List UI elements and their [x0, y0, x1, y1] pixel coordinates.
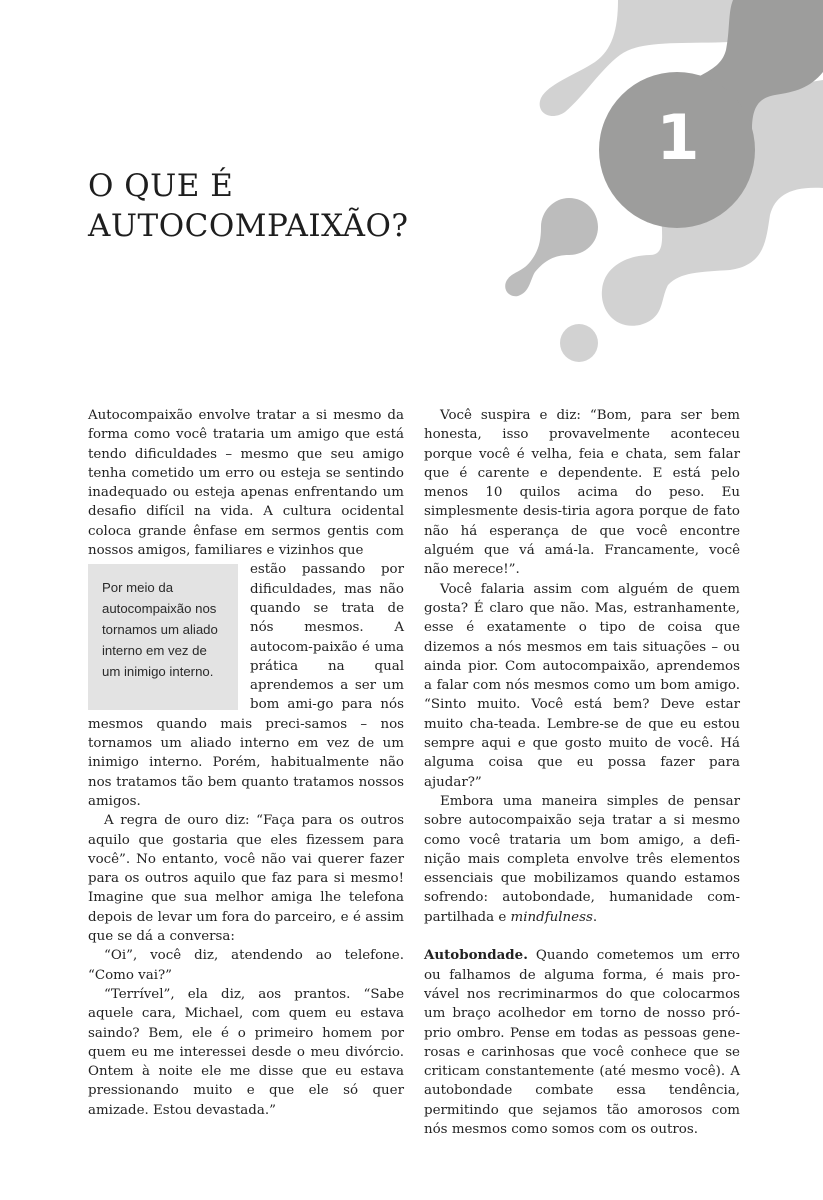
paragraph-dialogue-1: “Oi”, você diz, atendendo ao telefone. “Como vai?”: [88, 948, 404, 983]
blob-mid-drop: [505, 198, 598, 296]
term-mindfulness: mindfulness: [510, 909, 593, 925]
paragraph-intro: Autocompaixão envolve tratar a si mesmo da forma como você trataria um amigo que está tendo dificuldades – mesmo que seu amigo tenha cometido um erro ou esteja se sentindo inadequado ou esteja apenas enfrentando um desafio difícil na vida. A cultura ocidental coloca grande ênfase em sermos gentis com nossos amigos, familiares e vizinhos que: [88, 408, 404, 559]
paragraph-dialogue-3: Você suspira e diz: “Bom, para ser bem honesta, isso provavelmente aconteceu porque você é velha, feia e chata, sem falar que é carente e dependente. E está pelo menos 10 quilos acima do peso. Eu simplesmente desis-tiria agora porque de fato não há esperança de que você encontre alguém que vá amá-la. Francamente, você não merece!”.: [424, 408, 740, 578]
pull-quote-callout: Por meio da autocompaixão nos tornamos um aliado interno em vez de um inimigo interno.: [88, 564, 238, 710]
section-lead-autobondade: Autobondade.: [424, 947, 528, 964]
chapter-number: 1: [656, 101, 700, 174]
paragraph-three-elements: [424, 792, 740, 927]
right-column: [424, 406, 740, 1139]
paragraph-self-kindness: [424, 946, 740, 1139]
chapter-title-line2: AUTOCOMPAIXÃO?: [88, 208, 409, 244]
self-kindness-text: Quando cometemos um erro ou falhamos de alguma forma, é mais pro-vável nos recriminarmos do que colocarmos um braço acolhedor em torno de nosso pró-prio ombro. Pense em todas as pessoas gene-rosas e carinhosas que você conhece que se criticam constantemente (até mesmo você). A autobondade combate essa tendência, permitindo que sejamos tão amorosos com nós mesmos como somos com os outros.: [424, 948, 740, 1137]
paragraph-golden-rule: A regra de ouro diz: “Faça para os outros aquilo que gostaria que eles fizessem para você”. No entanto, você não vai querer fazer para os outros aquilo que faz para si mesmo! Imagine que sua melhor amiga lhe telefona depois de levar um fora do parceiro, e é assim que se dá a conversa:: [88, 813, 404, 945]
three-elements-text: Embora uma maneira simples de pensar sobre autocompaixão seja tratar a si mesmo como você trataria um bom amigo, a defi-nição mais completa envolve três elementos essenciais que mobilizamos quando estamos sofrendo: autobondade, humanidade com-partilhada e: [424, 793, 740, 925]
chapter-title: [88, 166, 409, 246]
paragraph-dialogue-2: “Terrível”, ela diz, aos prantos. “Sabe aquele cara, Michael, com quem eu estava saindo? Bem, ele é o primeiro homem por quem eu me interessei desde o meu divórcio. Ontem à noite ele me disse que eu estava pressionando muito e que ele só quer amizade. Estou devastada.”: [88, 986, 404, 1118]
paragraph-reflection: Você falaria assim com alguém de quem gosta? É claro que não. Mas, estranhamente, esse é exatamente o tipo de coisa que dizemos a nós mesmos em tais situações – ou ainda pior. Com autocompaixão, aprendemos a falar com nós mesmos como um bom amigo. “Sinto muito. Você está bem? Deve estar muito cha-teada. Lembre-se de que eu estou sempre aqui e que gosto muito de você. Há alguma coisa que eu possa fazer para ajudar?”: [424, 581, 740, 790]
blob-small-circle: [560, 324, 598, 362]
chapter-title-line1: O QUE É: [88, 168, 234, 204]
three-elements-end: .: [592, 909, 598, 925]
left-column: [88, 406, 404, 1120]
paragraph-intro-continued: estão passando por dificuldades, mas não quando se trata de nós mesmos. A autocom-paixão é uma prática na qual aprendemos a ser um bom ami-go para nós mesmos quando mais preci-samos – nos tornamos um aliado interno em vez de um inimigo interno. Porém, habitualmente não nos tratamos tão bem quanto tratamos nossos amigos.: [88, 562, 404, 809]
